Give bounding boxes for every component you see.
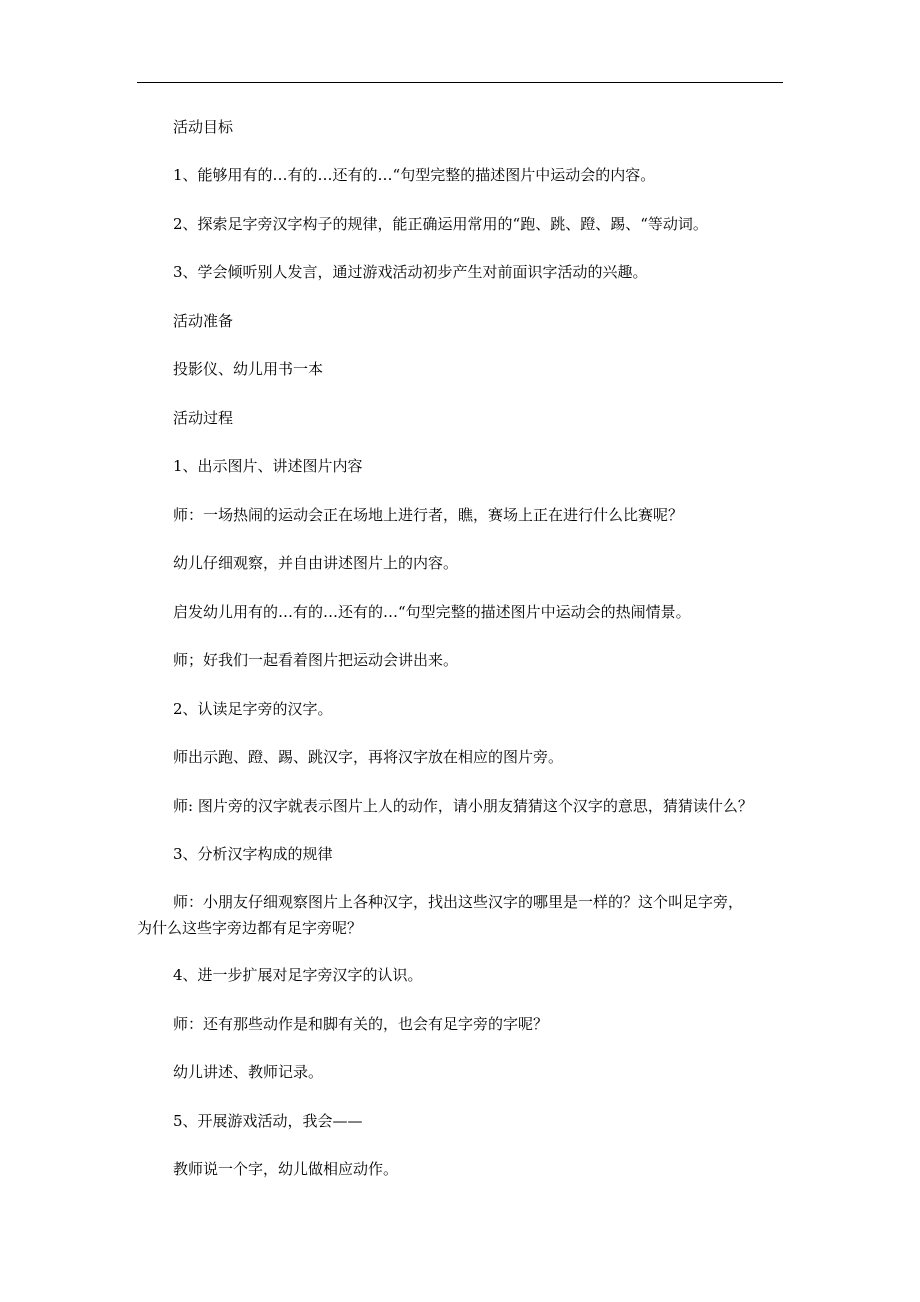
heading-activity-preparation: 活动准备 [173,312,234,330]
step-5-title: 5、开展游戏活动，我会—— [173,1112,363,1130]
header-rule [137,82,783,83]
step-2-teacher: 师出示跑、蹬、踢、跳汉字，再将汉字放在相应的图片旁。 [173,748,564,766]
step-1-children: 幼儿仔细观察，并自由讲述图片上的内容。 [173,554,459,572]
step-2-title: 2、认读足字旁的汉字。 [173,700,333,718]
step-1-title: 1、出示图片、讲述图片内容 [173,457,363,475]
heading-activity-goals: 活动目标 [173,118,234,136]
step-1-inspire: 启发幼儿用有的…有的…还有的…“句型完整的描述图片中运动会的热闹情景。 [173,603,691,621]
goal-2: 2、探索足字旁汉字构子的规律，能正确运用常用的“跑、跳、蹬、踢、“等动词。 [173,215,708,233]
step-1-teacher: 师：一场热闹的运动会正在场地上进行者，瞧，赛场上正在进行什么比赛呢？ [173,506,684,524]
step-4-teacher: 师：还有那些动作是和脚有关的，也会有足字旁的字呢？ [173,1015,549,1033]
goal-3: 3、学会倾听别人发言，通过游戏活动初步产生对前面识字活动的兴趣。 [173,263,648,281]
step-3-title: 3、分析汉字构成的规律 [173,845,333,863]
step-5-teacher: 教师说一个字，幼儿做相应动作。 [173,1160,399,1178]
step-3-teacher-line-2: 为什么这些字旁边都有足字旁呢？ [137,919,363,937]
preparation-text: 投影仪、幼儿用书一本 [173,360,324,378]
step-2-teacher-2: 师: 图片旁的汉字就表示图片上人的动作，请小朋友猜猜这个汉字的意思，猜猜读什么？ [173,797,753,815]
step-1-teacher-2: 师；好我们一起看着图片把运动会讲出来。 [173,651,459,669]
step-4-title: 4、进一步扩展对足字旁汉字的认识。 [173,966,423,984]
step-3-teacher-line-1: 师：小朋友仔细观察图片上各种汉字，找出这些汉字的哪里是一样的？这个叫足字旁， [173,893,744,911]
step-3-teacher [137,889,793,941]
step-4-children: 幼儿讲述、教师记录。 [173,1063,324,1081]
heading-activity-process: 活动过程 [173,409,234,427]
goal-1: 1、能够用有的…有的…还有的…“句型完整的描述图片中运动会的内容。 [173,166,656,184]
